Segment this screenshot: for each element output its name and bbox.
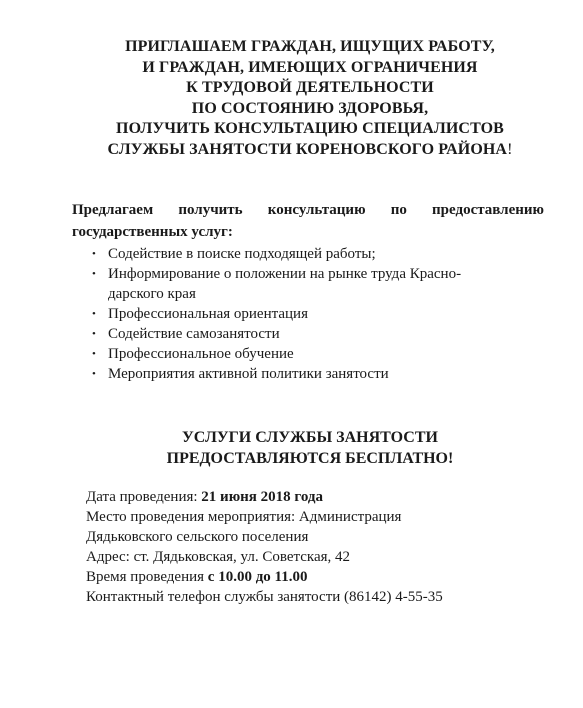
services-intro [72,199,544,243]
service-text-line-2: дарского края [108,286,196,302]
date-label: Дата проведения: [86,489,202,505]
heading-line-3: К ТРУДОВОЙ ДЕЯТЕЛЬНОСТИ [186,79,434,96]
service-text: Профессиональное обучение [108,346,294,362]
free-line-1: УСЛУГИ СЛУЖБЫ ЗАНЯТОСТИ [182,429,438,446]
service-text: Мероприятия активной политики занятости [108,366,389,382]
service-text: Содействие самозанятости [108,326,280,342]
contact-phone: Контактный телефон службы занятости (86142) 4-55-35 [86,589,443,605]
intro-word-4: по [390,202,407,218]
event-address: Адрес: ст. Дядьковская, ул. Советская, 42 [86,549,351,565]
heading-line-4: ПО СОСТОЯНИЮ ЗДОРОВЬЯ, [191,99,429,117]
list-item [92,344,544,364]
intro-line-1 [72,199,544,221]
heading-line-6-text: СЛУЖБЫ ЗАНЯТОСТИ КОРЕНОВСКОГО РАЙОНА [107,140,508,158]
bullet-icon: • [92,328,96,340]
service-text: Содействие в поиске подходящей работы; [108,246,376,262]
bullet-icon: • [92,368,96,380]
bullet-icon: • [92,268,96,280]
date-value: 21 июня 2018 года [201,489,324,505]
list-item [92,264,544,304]
event-time [86,567,556,587]
heading-line-5: ПОЛУЧИТЬ КОНСУЛЬТАЦИЮ СПЕЦИАЛИСТОВ [116,120,504,137]
heading-line-1: ПРИГЛАШАЕМ ГРАЖДАН, ИЩУЩИХ РАБОТУ, [125,38,495,55]
time-label: Время проведения [86,569,208,585]
bullet-icon: • [92,348,96,360]
list-item [92,324,544,344]
event-date [86,487,556,507]
service-text-line-1: Информирование о положении на рынке труда Красно- [108,266,462,282]
intro-word-5: предоставлению [432,202,544,218]
time-value: с 10.00 до 11.00 [207,569,308,585]
intro-word-2: получить [178,202,243,218]
event-place-line-1: Место проведения мероприятия: Администрация [86,509,402,525]
intro-word-3: консультацию [267,202,366,218]
intro-word-1: Предлагаем [72,202,154,218]
free-line-2: ПРЕДОСТАВЛЯЮТСЯ БЕСПЛАТНО! [166,450,454,467]
list-item [92,304,544,324]
invitation-heading [60,37,560,160]
heading-exclamation: ! [507,140,513,158]
list-item [92,244,544,264]
heading-line-6 [60,140,560,161]
heading-line-2: И ГРАЖДАН, ИМЕЮЩИХ ОГРАНИЧЕНИЯ [142,58,478,76]
list-item [92,364,544,384]
event-details [86,487,556,607]
bullet-icon: • [92,308,96,320]
services-list [92,244,544,384]
event-place-line-2: Дядьковского сельского поселения [86,529,309,545]
intro-line-2: государственных услуг: [72,224,233,240]
service-text: Профессиональная ориентация [108,306,308,322]
free-services-notice [60,427,560,469]
bullet-icon: • [92,248,96,260]
